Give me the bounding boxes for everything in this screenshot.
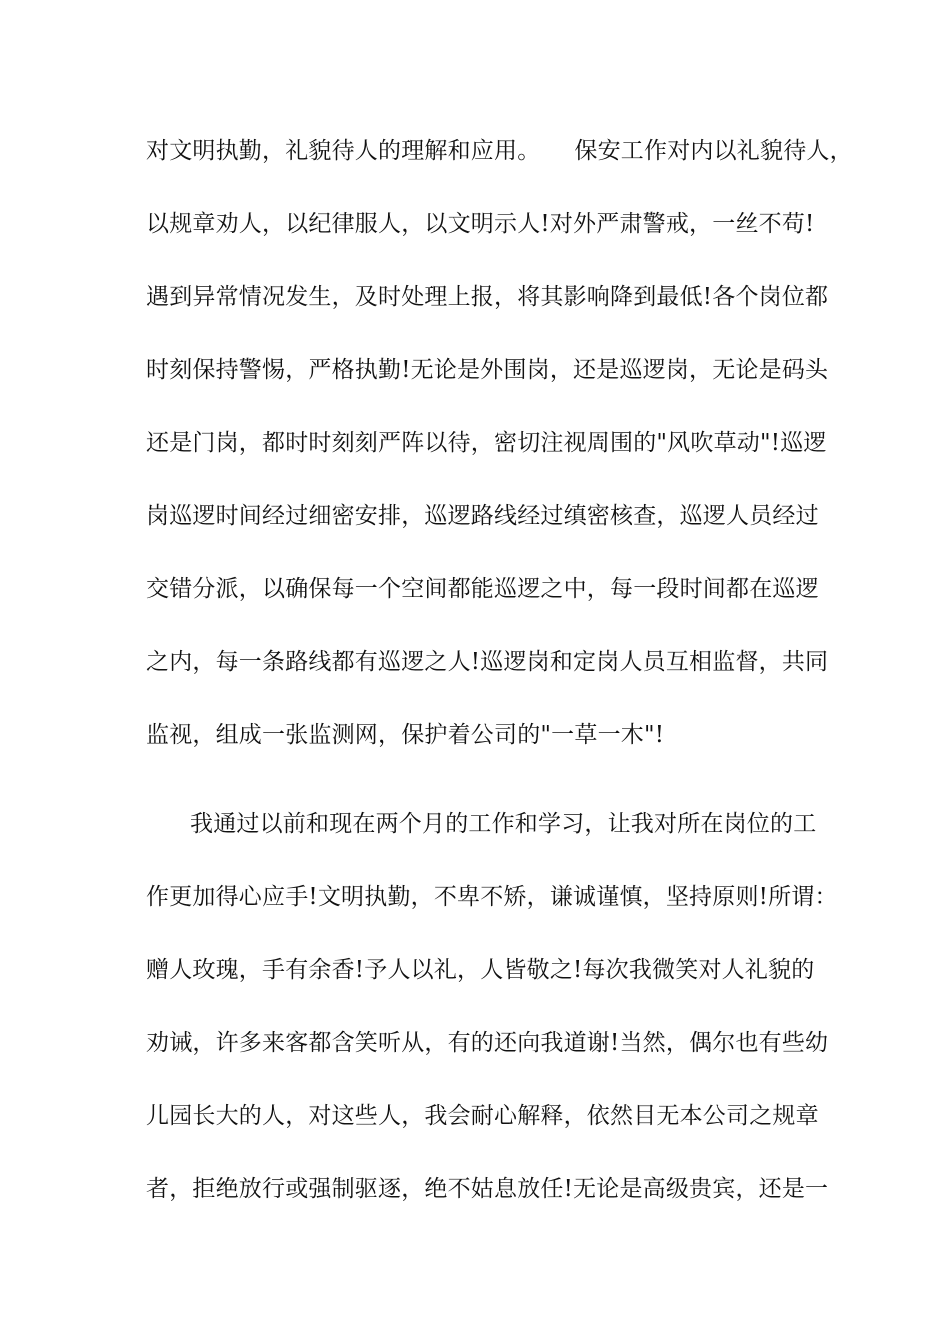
paragraph-2-line-3: 赠人玫瑰，手有余香!予人以礼，人皆敬之!每次我微笑对人礼貌的 bbox=[146, 957, 815, 983]
paragraph-1-line-6: 岗巡逻时间经过细密安排，巡逻路线经过缜密核查，巡逻人员经过 bbox=[146, 503, 819, 529]
paragraph-1-line-3: 遇到异常情况发生，及时处理上报，将其影响降到最低!各个岗位都 bbox=[146, 284, 829, 310]
paragraph-2-line-2: 作更加得心应手!文明执勤，不卑不矫，谦诚谨慎，坚持原则!所谓： bbox=[146, 884, 838, 910]
paragraph-2-line-1: 我通过以前和现在两个月的工作和学习，让我对所在岗位的工 bbox=[190, 811, 817, 837]
paragraph-2-line-5: 儿园长大的人，对这些人，我会耐心解释，依然目无本公司之规章 bbox=[146, 1103, 819, 1129]
paragraph-1-line-2: 以规章劝人，以纪律服人，以文明示人!对外严肃警戒，一丝不苟! bbox=[146, 211, 815, 237]
paragraph-1-line-8: 之内，每一条路线都有巡逻之人!巡逻岗和定岗人员互相监督，共同 bbox=[146, 649, 829, 675]
paragraph-1-line-1 bbox=[146, 136, 853, 166]
paragraph-2-line-4: 劝诫，许多来客都含笑听从，有的还向我道谢!当然，偶尔也有些幼 bbox=[146, 1030, 829, 1056]
paragraph-1-line-5: 还是门岗，都时时刻刻严阵以待，密切注视周围的"风吹草动"!巡逻 bbox=[146, 430, 827, 456]
line-text-continued: 保安工作对内以礼貌待人， bbox=[574, 138, 853, 164]
paragraph-1-line-7: 交错分派，以确保每一个空间都能巡逻之中，每一段时间都在巡逻 bbox=[146, 576, 819, 602]
paragraph-2-line-6: 者，拒绝放行或强制驱逐，绝不姑息放任!无论是高级贵宾，还是一 bbox=[146, 1176, 829, 1202]
line-text: 对文明执勤，礼貌待人的理解和应用。 bbox=[146, 138, 541, 164]
paragraph-1-line-4: 时刻保持警惕，严格执勤!无论是外围岗，还是巡逻岗，无论是码头 bbox=[146, 357, 829, 383]
paragraph-1-line-9: 监视，组成一张监测网，保护着公司的"一草一木"! bbox=[146, 722, 665, 748]
